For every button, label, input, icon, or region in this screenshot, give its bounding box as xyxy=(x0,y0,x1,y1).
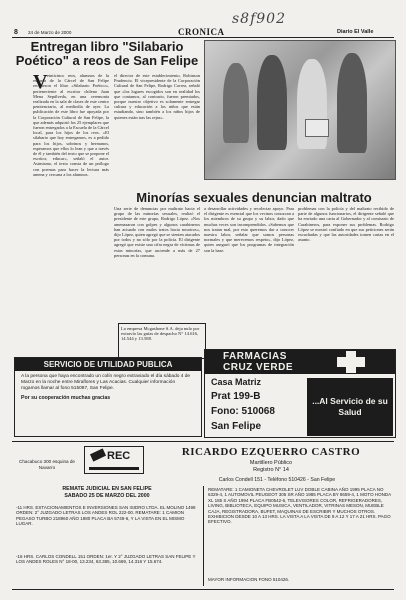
remate-item-2: -16 HRS. CARLOS CONDELL 151 ORDEN: 1er. Y 2° JUZGADO LETRAS SAN FELIPE Y LOS ANDES ROLES N° 18-00, 13.234, 63.385, 10.669, 14.316 Y 15.674. xyxy=(16,554,196,565)
servicio-title: SERVICIO DE UTILIDAD PUBLICA xyxy=(15,358,201,371)
article1-drop-cap: V xyxy=(33,71,48,93)
martillero-registry: Registro N° 14 xyxy=(253,467,289,473)
martillero-logo xyxy=(84,446,144,474)
article1-column-2 xyxy=(114,73,200,177)
article2-title: Minorías sexuales denuncian maltrato xyxy=(136,190,372,205)
martillero-address: Carlos Condell 151 - Teléfono 510426 - San Felipe xyxy=(218,477,336,483)
farmacias-store: Casa Matriz xyxy=(211,377,262,387)
farmacias-city: San Felipe xyxy=(211,421,262,432)
farmacias-slogan: ...Al Servicio de su Salud xyxy=(312,396,388,417)
article2-column-3 xyxy=(298,206,394,340)
article1-text-2: el director de este establecimiento, Robinson Prudencio. El vicepresidente de la Corporación Cultural de San Felipe, Rodrigo Correa, señaló que «los lugares escogidos son en realidad los que contamos, al contrario, fueron premiados, porque nuestro objetivo es solamente entregar cultura y educación a los niños que están estudiando, sino también a los niños hijos de quienes están tras las rejas». xyxy=(114,73,200,120)
photo-person xyxy=(337,53,367,153)
martillero-location: Chacabuco 300 esquina de Navarro xyxy=(19,459,75,470)
servicio-box xyxy=(14,357,202,437)
article2-text-1: Una serie de denuncias por maltrato hacia el grupo de las minorías sexuales, realizó el presidente de este grupo, Rodrigo López. «Nos amenazaron con golpes y algunos carabineros han actuado con malos tratos hacia nosotros», dijo López, quien agregó que se sienten atacados por todos y no sólo por la policía. El dirigente agregó que existe una cifra negra de víctimas de estas minorías, que asciende a más de 27 personas en la comuna. xyxy=(114,206,200,258)
article2-column-1 xyxy=(114,206,200,318)
header-date: 24 de Marzo de 2000 xyxy=(28,30,72,35)
mcgashone-notice xyxy=(118,323,206,359)
farmacias-ad xyxy=(204,349,396,438)
martillero-name: RICARDO EZQUERRO CASTRO xyxy=(181,446,361,458)
handwritten-note: s8f902 xyxy=(232,11,286,27)
photo-person xyxy=(223,63,249,143)
remate-right-body: REMATARE: 1 CAMIONETA CHEVROLET LUV DOBLE CABINA AÑO 1995 PLACA NO 6329-4, 1 AUTOMOVIL PEUGEOT 305 SR AÑO 1985 PLACA BY 8659-4, 1 MOTO HONDA XL 185 S AÑO 1994 PLACA FB0542-6, TELEVISORES COLOR, REFRIGERADORES, LIVING, BIBLIOTECA, EQUIPO MUSICA, VENTILADOR, VITRINAS MESON, MUEBLE CAJA, REGISTRADORA, BUFET, MAQUINAS DE ESCRIBIR Y MUCHOS OTROS. EXHIBICION DESDE 10 A 13 HRS. LA VISTA A LA VISTA DE 9 A 12 Y 17 A 21 HRS. PAGO EFECTIVO. xyxy=(208,487,391,525)
article1-photo xyxy=(204,40,396,180)
logo-underline xyxy=(89,467,139,470)
article1-title: Entregan libro "Silabario Poético" a reos de San Felipe xyxy=(15,39,199,68)
mcgashone-text: La empresa Mcgashone S.A. deja nulo por extravío las guías de despacho N° 14.616, 14.544 y 13.588. xyxy=(121,326,200,342)
farmacias-phone: Fono: 510068 xyxy=(211,406,275,417)
article2-text-2: a desarrollar actividades y recolectar apoyo. Para el dirigente es esencial que los vecinos conozcan a los miembros de su grupo y su labor, dado que muchas veces son incomprendidos. «Sabemos que nos tratan mal, por esto queremos dar a conocer nuestra labor, señalar que somos personas normales y que merecemos respeto», dijo López, quien aseguró que los programas de integración son la base. xyxy=(204,206,294,253)
photo-book xyxy=(305,119,329,137)
paper-name: Diario El Valle xyxy=(337,29,374,35)
article2-column-2 xyxy=(204,206,294,340)
section-divider xyxy=(12,441,394,442)
article2-text-3: problemas con la policía y del maltrato recibido de parte de algunos funcionarios, el dirigente señaló que ha enviado una carta al Gobernador y al comisario de Carabineros, para exponer sus problemas. Rodrigo López se mostró confiado en que sus peticiones serán escuchadas y que las autoridades tomen cartas en el asunto. xyxy=(298,206,394,243)
remate-divider xyxy=(203,486,204,586)
article1-column-1 xyxy=(33,73,109,245)
remate-right-footer: MAYOR INFORMACION FONO 510426. xyxy=(208,577,290,582)
servicio-body: A la persona que haya encontrado un colín negro extraviado el día sábado 4 de Marzo en la noche entre Miraflores y Las Acacias. Cualquier información rogamos llamar al fono 515087, San Felipe. xyxy=(21,374,191,391)
remate-title-1: REMATE JUDICIAL EN SAN FELIPE xyxy=(62,486,152,492)
header-rule xyxy=(12,37,394,38)
section-title: CRONICA xyxy=(178,27,225,37)
photo-person xyxy=(257,55,287,150)
page-number: 8 xyxy=(14,29,18,36)
farmacias-title-1: FARMACIAS xyxy=(223,351,287,362)
gavel-icon xyxy=(90,448,106,461)
remate-item-1: -11 HRS. ESTACIONAMIENTOS E INVERSIONES SAN ISIDRO LTDA. EL MOLINO 1498 ORDEN: 2° JUZGADO LETRAS LOS ANDES ROL 222-00. REMATARE: 1 CAMION PEGASO TURBO 218960 AÑO 1980 PLACA BA 5749-6, Y LA VISTA EN EL MISMO LUGAR. xyxy=(16,505,196,527)
article1-text-1: einticinco reos, alumnos de la escuela de la Cárcel de San Felipe recibieron el libro «Silabario Poético», perteneciente al escritor chileno Juan Mena Sepúlveda, en una ceremonia realizada en la sala de clases de este centro penitenciario, al mediodía de ayer. La publicación de este libro fue apoyada por la Corporación Cultural de San Felipe, la que además adquirió los 25 ejemplares que fueron entregados a la Escuela de la Cárcel local, para los hijos de los reos. «El silabario que hoy entregamos, es a pedido para los hijos, sobrinos y hermanos, esperamos que ellos lo lean y que a través de él y también del texto que se propone el escritor, educar», señaló el autor. Asimismo, el texto consta de un prólogo con poemas para hacer la lectura más amena y cercana a los alumnos. xyxy=(33,73,109,177)
farmacias-address: Prat 199-B xyxy=(211,391,261,402)
logo-letters: REC xyxy=(107,450,131,462)
servicio-footer: Por su cooperación muchas gracias xyxy=(21,395,111,401)
cross-icon xyxy=(337,351,365,373)
bottom-rule xyxy=(12,589,394,590)
martillero-title: Martillero Público xyxy=(249,460,293,466)
remate-title-2: SABADO 25 DE MARZO DEL 2000 xyxy=(64,493,150,499)
farmacias-slogan-box xyxy=(307,378,393,436)
farmacias-title-2: CRUZ VERDE xyxy=(223,362,294,373)
